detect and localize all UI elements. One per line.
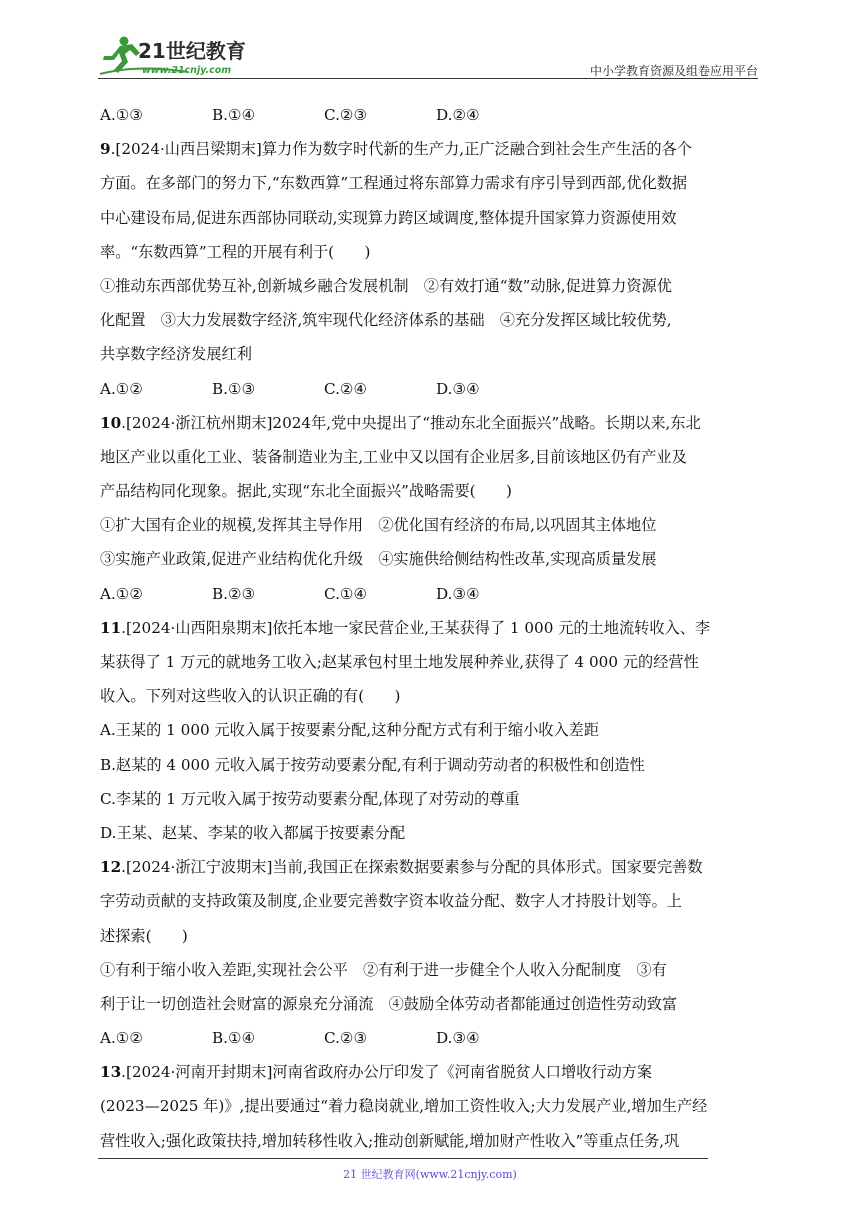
question-text: .[2024·山西阳泉期末]依托本地一家民营企业,王某获得了 1 000 元的土地流转收入、李: [121, 618, 711, 637]
question-text: 述探索( ): [100, 926, 188, 945]
option-d: D.王某、赵某、李某的收入都属于按要素分配: [100, 823, 406, 842]
header-platform-text: 中小学教育资源及组卷应用平台: [589, 64, 758, 78]
question-number: 10: [100, 413, 122, 432]
option-c: C.②③: [324, 106, 368, 124]
question-text: 中心建设布局,促进东西部协同联动,实现算力跨区域调度,整体提升国家算力资源使用效: [100, 208, 677, 227]
option-a: A.①②: [100, 584, 144, 603]
document-body: [100, 98, 760, 1158]
footer-link[interactable]: 21 世纪教育网(www.21cnjy.com): [343, 1168, 517, 1181]
question-13: [100, 1055, 760, 1158]
option-b: B.①③: [212, 379, 256, 398]
question-text: .[2024·浙江宁波期末]当前,我国正在探索数据要素参与分配的具体形式。国家要完善数: [121, 858, 703, 877]
logo-url: www.21cnjy.com: [142, 65, 232, 76]
question-text: 产品结构同化现象。据此,实现“东北全面振兴”战略需要( ): [100, 482, 512, 501]
option-d: D.③④: [436, 379, 480, 398]
option-a: A.①②: [100, 1029, 144, 1048]
option-b: B.①④: [212, 1029, 256, 1048]
question-12: [100, 850, 760, 1055]
question-number: 12: [100, 858, 122, 877]
question-number: 13: [100, 1063, 122, 1082]
question-10: [100, 406, 760, 611]
q10-options: [100, 577, 760, 611]
option-c: C.②③: [324, 1029, 368, 1048]
question-text: 地区产业以重化工业、装备制造业为主,工业中又以国有企业居多,目前该地区仍有产业及: [100, 447, 687, 466]
question-text: .[2024·河南开封期末]河南省政府办公厅印发了《河南省脱贫人口增收行动方案: [121, 1063, 653, 1082]
q9-options: [100, 372, 760, 406]
option-c: C.①④: [324, 584, 368, 603]
question-text: 方面。在多部门的努力下,“东数西算”工程通过将东部算力需求有序引导到西部,优化数据: [100, 174, 688, 193]
option-c: C.②④: [324, 379, 368, 398]
statement-text: ①扩大国有企业的规模,发挥其主导作用 ②优化国有经济的布局,以巩固其主体地位: [100, 516, 657, 535]
q8-options: [100, 98, 760, 132]
q12-options: [100, 1021, 760, 1055]
statement-text: ③实施产业政策,促进产业结构优化升级 ④实施供给侧结构性改革,实现高质量发展: [100, 550, 657, 569]
question-text: 营性收入;强化政策扶持,增加转移性收入;推动创新赋能,增加财产性收入”等重点任务,巩: [100, 1131, 680, 1150]
option-a: A.①③: [100, 106, 144, 124]
option-a: A.①②: [100, 379, 144, 398]
question-text: 字劳动贡献的支持政策及制度,企业要完善数字资本收益分配、数字人才持股计划等。上: [100, 892, 682, 911]
statement-text: ①推动东西部优势互补,创新城乡融合发展机制 ②有效打通“数”动脉,促进算力资源优: [100, 276, 672, 295]
option-a: A.王某的 1 000 元收入属于按要素分配,这种分配方式有利于缩小收入差距: [100, 721, 600, 740]
question-text: .[2024·浙江杭州期末]2024年,党中央提出了“推动东北全面振兴”战略。长期以来,东北: [121, 413, 701, 432]
question-text: 率。“东数西算”工程的开展有利于( ): [100, 242, 371, 261]
question-11: [100, 611, 760, 850]
logo-text: 21世纪教育: [138, 39, 246, 63]
option-c: C.李某的 1 万元收入属于按劳动要素分配,体现了对劳动的尊重: [100, 789, 520, 808]
question-number: 11: [100, 618, 122, 637]
logo-21cnjy-icon: [98, 34, 268, 78]
option-b: B.赵某的 4 000 元收入属于按劳动要素分配,有利于调动劳动者的积极性和创造性: [100, 755, 645, 774]
question-text: .[2024·山西吕梁期末]算力作为数字时代新的生产力,正广泛融合到社会生产生活的各个: [110, 140, 692, 159]
statement-text: 利于让一切创造社会财富的源泉充分涌流 ④鼓励全体劳动者都能通过创造性劳动致富: [100, 994, 678, 1013]
question-text: 收入。下列对这些收入的认识正确的有( ): [100, 687, 401, 706]
option-d: D.③④: [436, 584, 480, 603]
statement-text: 化配置 ③大力发展数字经济,筑牢现代化经济体系的基础 ④充分发挥区域比较优势,: [100, 311, 672, 330]
option-b: B.①④: [212, 106, 256, 124]
question-text: (2023—2025 年)》,提出要通过“着力稳岗就业,增加工资性收入;大力发展产业,增加生产经: [100, 1097, 708, 1116]
option-b: B.②③: [212, 584, 256, 603]
statement-text: ①有利于缩小收入差距,实现社会公平 ②有利于进一步健全个人收入分配制度 ③有: [100, 960, 667, 979]
footer-divider: [98, 1158, 708, 1159]
option-d: D.②④: [436, 106, 480, 124]
header-divider: [98, 78, 758, 79]
option-d: D.③④: [436, 1029, 480, 1048]
question-number: 9: [100, 140, 111, 159]
question-9: [100, 132, 760, 406]
statement-text: 共享数字经济发展红利: [100, 345, 252, 364]
page-header: [98, 34, 758, 80]
question-text: 某获得了 1 万元的就地务工收入;赵某承包村里土地发展种养业,获得了 4 000 元的经营性: [100, 653, 699, 671]
